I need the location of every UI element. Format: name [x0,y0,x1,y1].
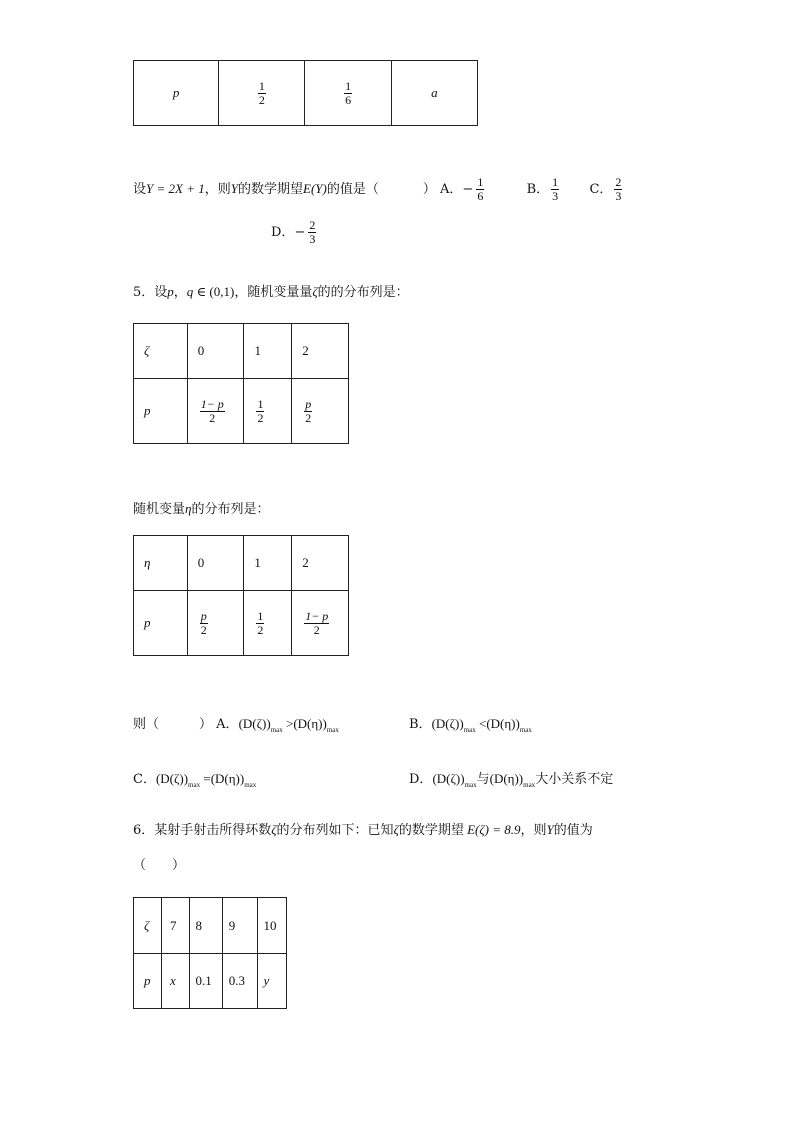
shot-value-8: 8 [189,898,222,954]
eta-prob-0: $\frac{p}{2}$ [187,591,244,656]
q4-option-d: D．− $\frac{2}{3}$ [271,218,316,246]
zeta-value-1: 1 [244,324,292,379]
shot-header: ζ [134,898,162,954]
q5-stem: 5．设p，q ∈ (0,1)，随机变量量ζ的的分布列是： [133,284,409,300]
q5-option-d: D．$(D(\zeta))_{max}$与$(D(\eta))_{max}$大小关系不定 [409,771,614,789]
q4-stem: 设Y = 2X + 1，则Y的数学期望E(Y)的值是（ ） A．− $\frac{1}{6}$ B． $\frac{1}{3}$ C． $\frac{2}{3}$ [133,176,624,203]
top-cell-half: $\frac{1}{2}$ [219,61,305,126]
zeta-prob-label: p [134,379,188,444]
shot-prob-9: 0.3 [222,954,257,1009]
q5-option-b: B．$(D(\zeta))_{max} <(D(\eta))_{max}$ [409,716,532,734]
eta-prob-label: p [134,591,188,656]
top-cell-sixth: $\frac{1}{6}$ [305,61,391,126]
eta-distribution-table [133,535,349,656]
zeta-header: ζ [134,324,188,379]
q4-option-c: C． $\frac{2}{3}$ [589,175,622,203]
zeta-prob-2: $\frac{p}{2}$ [292,379,349,444]
eta-value-2: 2 [292,536,349,591]
eta-value-0: 0 [187,536,244,591]
zeta-value-0: 0 [187,324,244,379]
zeta-prob-1: $\frac{1}{2}$ [244,379,292,444]
shot-value-10: 10 [257,898,287,954]
q6-stem: 6．某射手射击所得环数ζ的分布列如下：已知ζ的数学期望 E(ζ) = 8.9，则Y的值为 [133,822,593,838]
shot-prob-label: p [134,954,162,1009]
shot-value-7: 7 [162,898,190,954]
shot-value-9: 9 [222,898,257,954]
q5-option-a: A．$(D(\zeta))_{max} >(D(\eta))_{max}$ [216,716,339,734]
zeta-distribution-table [133,323,349,444]
shot-prob-7: x [162,954,190,1009]
q4-option-a: A．− $\frac{1}{6}$ [440,175,484,203]
eta-header: η [134,536,188,591]
zeta-value-2: 2 [292,324,349,379]
eta-value-1: 1 [244,536,292,591]
top-cell-p: p [134,61,219,126]
q4-option-b: B． $\frac{1}{3}$ [526,175,559,203]
eta-intro: 随机变量η的分布列是： [133,501,270,517]
zeta-prob-0: $\frac{1- p}{2}$ [187,379,244,444]
q5-options-ab: 则（ ） A．$(D(\zeta))_{max} >(D(\eta))_{max}$ [133,716,339,734]
shot-prob-8: 0.1 [189,954,222,1009]
shooting-distribution-table [133,897,287,1009]
eta-prob-1: $\frac{1}{2}$ [244,591,292,656]
top-distribution-table [133,60,478,126]
top-cell-a: a [391,61,477,126]
eta-prob-2: $\frac{1- p}{2}$ [292,591,349,656]
q5-option-c: C．$(D(\zeta))_{max} =(D(\eta))_{max}$ [133,771,257,789]
q6-paren: （ ） [133,858,186,873]
shot-prob-10: y [257,954,287,1009]
